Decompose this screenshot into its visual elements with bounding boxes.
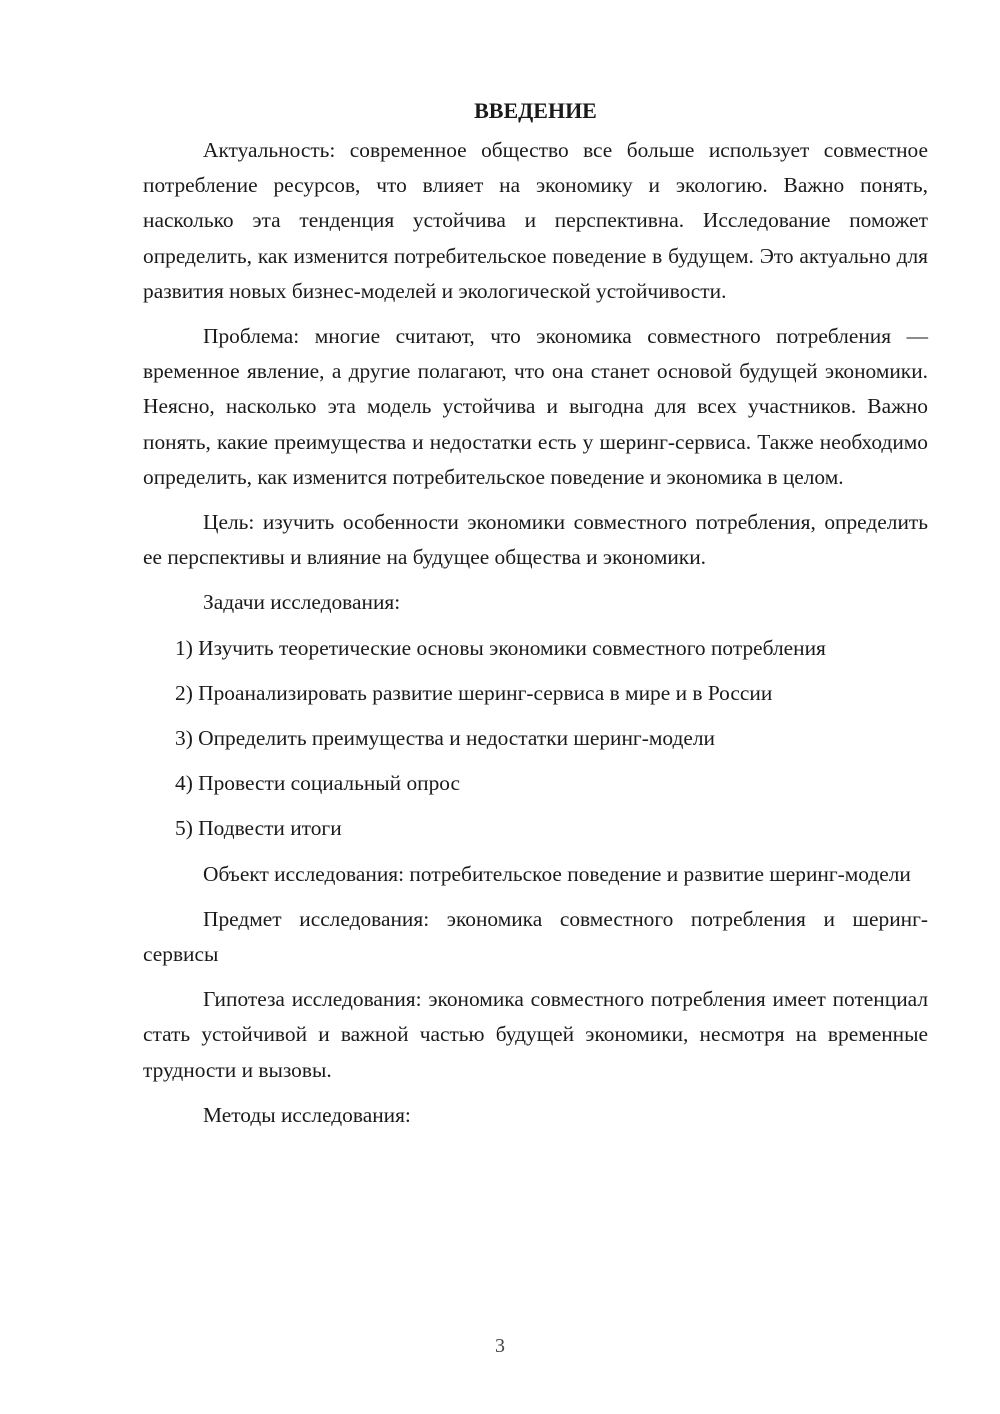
page-title: ВВЕДЕНИЕ: [474, 98, 597, 123]
paragraph-problem: Проблема: многие считают, что экономика совместного потребления — временное явление, а другие полагают, что она станет основой будущей экономики. Неясно, насколько эта модель устойчива и выгодна для всех участников. Важно понять, какие преимущества и недостатки есть у шеринг-сервиса. Также необходимо определить, как изменится потребительское поведение и экономика в целом.: [143, 324, 928, 489]
page-content: [143, 93, 928, 1133]
tasks-heading: Задачи исследования:: [203, 590, 401, 615]
task-item: 4) Провести социальный опрос: [175, 771, 461, 796]
task-item: 5) Подвести итоги: [175, 816, 342, 841]
paragraph-methods: Методы исследования:: [203, 1102, 411, 1127]
task-item: 3) Определить преимущества и недостатки шеринг-модели: [175, 726, 715, 751]
page-number: 3: [495, 1335, 505, 1357]
paragraph-relevance: Актуальность: современное общество все больше использует совместное потребление ресурсов, что влияет на экономику и экологию. Важно понять, насколько эта тенденция устойчива и перспективна. Исследование поможет определить, как изменится потребительское поведение в будущем. Это актуально для развития новых бизнес-моделей и экологической устойчивости.: [143, 138, 928, 303]
paragraph-subject: Предмет исследования: экономика совместного потребления и шеринг-сервисы: [143, 906, 928, 967]
paragraph-hypothesis: Гипотеза исследования: экономика совместного потребления имеет потенциал стать устойчивой и важной частью будущей экономики, несмотря на временные трудности и вызовы.: [143, 987, 928, 1082]
paragraph-object: Объект исследования: потребительское поведение и развитие шеринг-модели: [203, 861, 911, 886]
paragraph-goal: Цель: изучить особенности экономики совместного потребления, определить ее перспективы и влияние на будущее общества и экономики.: [143, 510, 928, 570]
task-item: 1) Изучить теоретические основы экономики совместного потребления: [175, 635, 826, 660]
task-item: 2) Проанализировать развитие шеринг-сервиса в мире и в России: [175, 680, 773, 705]
